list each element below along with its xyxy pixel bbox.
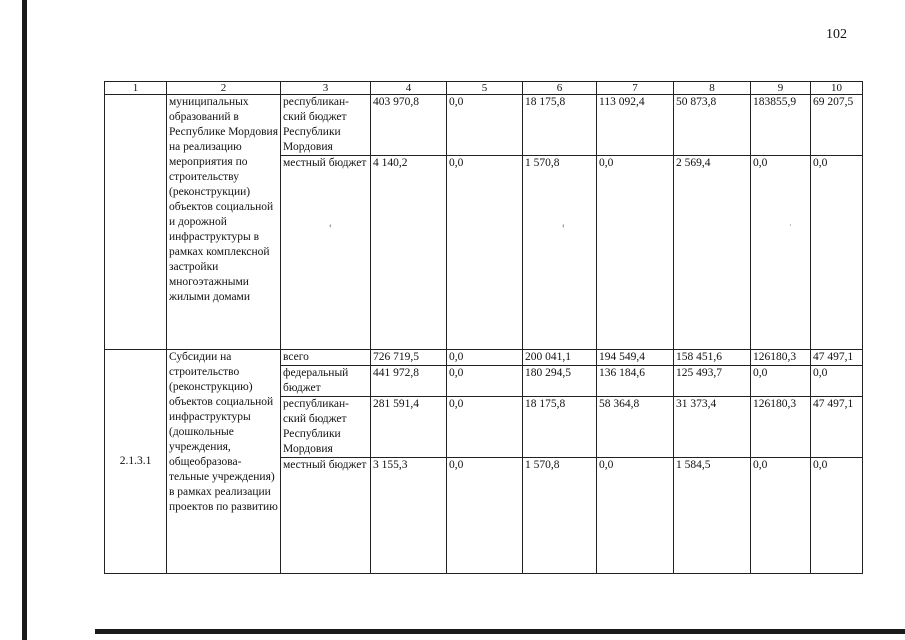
source-cell: местный бюджет xyxy=(281,458,371,574)
scan-mark: ‹ xyxy=(562,221,565,230)
header-cell: 8 xyxy=(674,82,751,95)
value-cell: 3 155,3 xyxy=(371,458,447,574)
value-cell: 113 092,4 xyxy=(597,95,674,156)
value-cell: 31 373,4 xyxy=(674,397,751,458)
value-cell: 1 570,8 xyxy=(523,458,597,574)
code-cell: 2.1.3.1 xyxy=(105,350,167,574)
header-cell: 1 xyxy=(105,82,167,95)
value-cell: 125 493,7 xyxy=(674,366,751,397)
value-cell: 1 570,8 xyxy=(523,156,597,350)
value-cell: 194 549,4 xyxy=(597,350,674,366)
value-cell: 0,0 xyxy=(447,156,523,350)
value-cell: 0,0 xyxy=(751,156,811,350)
value-cell: 0,0 xyxy=(447,397,523,458)
source-cell: республикан-ский бюджет Республики Мордовия xyxy=(281,397,371,458)
scan-mark: ‹ xyxy=(329,221,332,230)
value-cell: 126180,3 xyxy=(751,350,811,366)
header-cell: 6 xyxy=(523,82,597,95)
value-cell: 281 591,4 xyxy=(371,397,447,458)
value-cell: 0,0 xyxy=(751,366,811,397)
scan-left-border xyxy=(22,0,27,640)
value-cell: 47 497,1 xyxy=(811,350,863,366)
page-number: 102 xyxy=(826,27,847,42)
value-cell: 726 719,5 xyxy=(371,350,447,366)
description-cell: Субсидии на строительство (реконструкцию) объектов социальной инфраструктуры (дошкольные учреждения, общеобразова-тельные учреждения) в рамках реализации проектов по развитию xyxy=(167,350,281,574)
code-cell xyxy=(105,95,167,350)
value-cell: 0,0 xyxy=(751,458,811,574)
value-cell: 158 451,6 xyxy=(674,350,751,366)
value-cell: 0,0 xyxy=(597,156,674,350)
header-cell: 10 xyxy=(811,82,863,95)
scan-bottom-border xyxy=(95,629,905,634)
value-cell: 180 294,5 xyxy=(523,366,597,397)
budget-table xyxy=(104,81,863,574)
value-cell: 18 175,8 xyxy=(523,397,597,458)
value-cell: 200 041,1 xyxy=(523,350,597,366)
value-cell: 0,0 xyxy=(447,95,523,156)
header-cell: 3 xyxy=(281,82,371,95)
value-cell: 58 364,8 xyxy=(597,397,674,458)
header-cell: 9 xyxy=(751,82,811,95)
header-row xyxy=(105,82,863,95)
value-cell: 69 207,5 xyxy=(811,95,863,156)
value-cell: 403 970,8 xyxy=(371,95,447,156)
value-cell: 136 184,6 xyxy=(597,366,674,397)
value-cell: 47 497,1 xyxy=(811,397,863,458)
value-cell: 18 175,8 xyxy=(523,95,597,156)
value-cell: 4 140,2 xyxy=(371,156,447,350)
header-cell: 2 xyxy=(167,82,281,95)
value-cell: 0,0 xyxy=(447,350,523,366)
scan-mark: · xyxy=(789,221,792,230)
value-cell: 441 972,8 xyxy=(371,366,447,397)
value-cell: 0,0 xyxy=(447,366,523,397)
table-row xyxy=(105,95,863,156)
source-cell: местный бюджет xyxy=(281,156,371,350)
value-cell: 1 584,5 xyxy=(674,458,751,574)
source-cell: республикан-ский бюджет Республики Мордовия xyxy=(281,95,371,156)
value-cell: 0,0 xyxy=(811,458,863,574)
value-cell: 50 873,8 xyxy=(674,95,751,156)
value-cell: 0,0 xyxy=(811,366,863,397)
header-cell: 7 xyxy=(597,82,674,95)
header-cell: 5 xyxy=(447,82,523,95)
value-cell: 0,0 xyxy=(447,458,523,574)
description-cell: муниципальных образований в Республике Мордовия на реализацию мероприятия по строительству (реконструкции) объектов социальной и дорожной инфраструктуры в рамках комплексной застройки многоэтажными жилыми домами xyxy=(167,95,281,350)
value-cell: 2 569,4 xyxy=(674,156,751,350)
value-cell: 0,0 xyxy=(597,458,674,574)
value-cell: 126180,3 xyxy=(751,397,811,458)
header-cell: 4 xyxy=(371,82,447,95)
value-cell: 183855,9 xyxy=(751,95,811,156)
value-cell: 0,0 xyxy=(811,156,863,350)
source-cell: всего xyxy=(281,350,371,366)
table-row xyxy=(105,350,863,366)
source-cell: федеральный бюджет xyxy=(281,366,371,397)
